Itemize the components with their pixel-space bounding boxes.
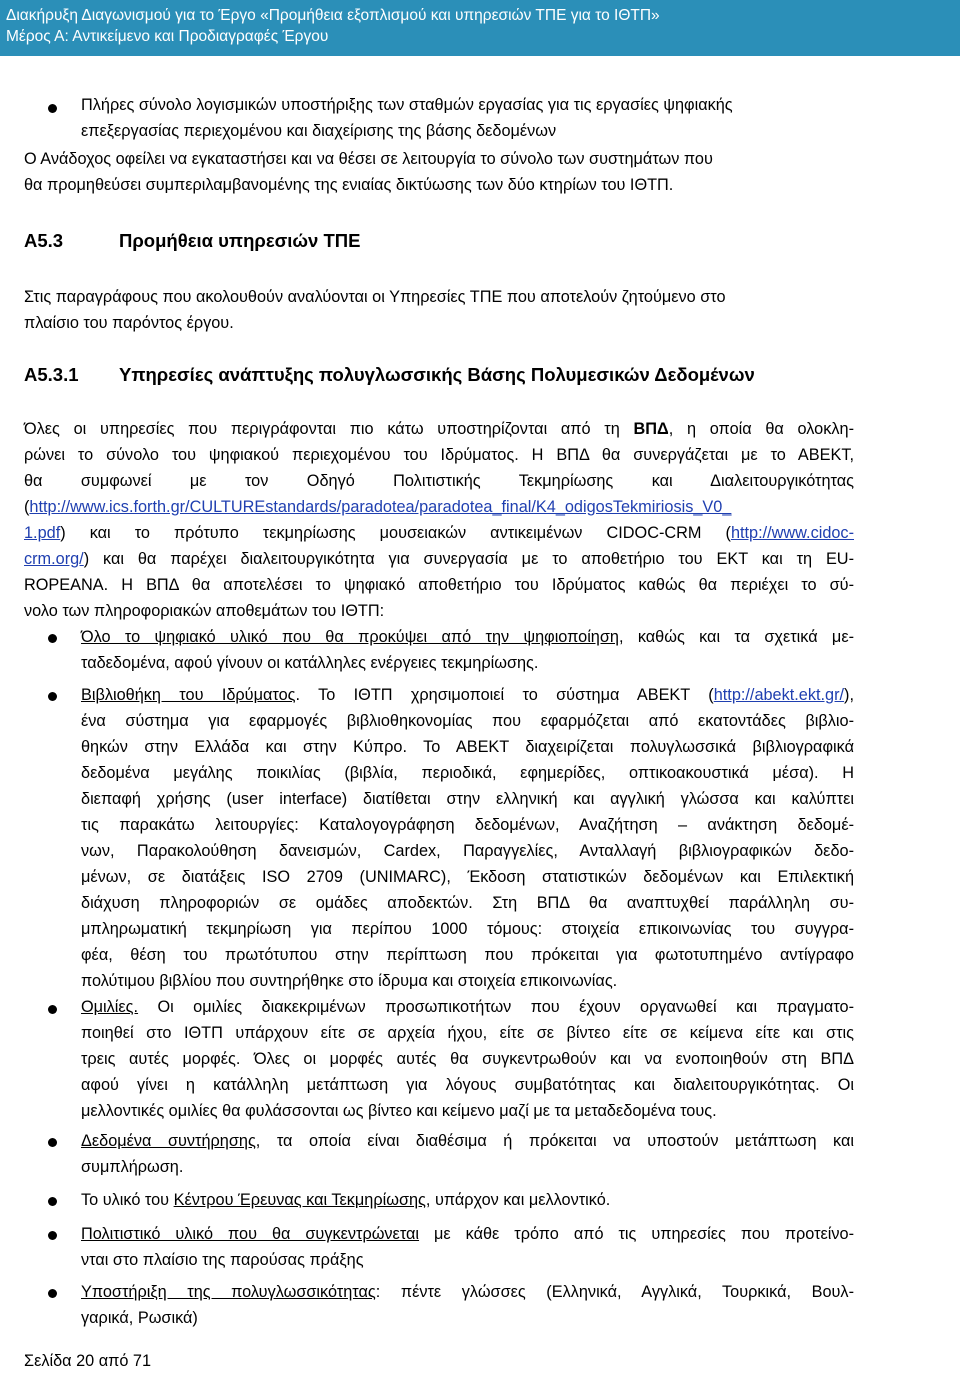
list-item: Βιβλιοθήκη του Ιδρύματος. Το ΙΘΤΠ χρησιμοποιεί το σύστημα ΑΒΕΚΤ (http://abekt.ekt.gr/), ένα σύστημα για εφαρμογές βιβλιοθηκονομίας που εφαρμόζεται από εκατοντάδες βιβλιο- θηκών στην Ελλάδα και στην Κύπρο. Το ΑΒΕΚΤ διαχειρίζεται πολυγλωσσικά βιβλιογραφικά δεδομένα μεγάλης ποικιλίας (βιβλία, περιοδικά, εφημερίδες, οπτικοακουστικά μέσα). Η διεπαφή χρήσης (user interface) διατίθεται στην ελληνική και αγγλική γλώσσα και καλύπτει τις παρακάτω λειτουργίες: Καταλογογράφηση δεδομένων, Αναζήτηση – ανάκτηση δεδομέ- νων, Παρακολούθηση δανεισμών, Cardex, Παραγγελίες, Ανταλλαγή βιβλιογραφικών δεδο- μένων, σε διατάξεις ISO 2709 (UNIMARC), Έκδοση στατιστικών δεδομένων και Επιλεκτική διάχυση πληροφοριών σε ομάδες αποδεκτών. Στη ΒΠΔ θα αναπτυχθεί παράλληλη συ- μπληρωματική τεκμηρίωση για περίπου 1000 τόμους: στοιχεία επικοινωνίας του συγγρα- φέα, θέση του πρωτότυπου στην περίπτωση που πρόκειται για φωτοτυπημένο αντίγραφο πολύτιμου βιβλίου που συντηρήθηκε στο ίδρυμα και στοιχεία επικοινωνίας. [81, 686, 854, 990]
bullet-icon [48, 1138, 57, 1147]
section-title: Προμήθεια υπηρεσιών ΤΠΕ [119, 230, 361, 251]
list-item: Πλήρες σύνολο λογισμικών υποστήριξης των σταθμών εργασίας για τις εργασίες ψηφιακής επεξεργασίας περιεχομένου και διαχείρισης της βάσης δεδομένων [81, 96, 733, 140]
paragraph: Στις παραγράφους που ακολουθούν αναλύονται οι Υπηρεσίες ΤΠΕ που αποτελούν ζητούμενο στο πλαίσιο του παρόντος έργου. [24, 288, 726, 332]
list-item: Πολιτιστικό υλικό που θα συγκεντρώνεται με κάθε τρόπο από τις υπηρεσίες που προτείνο- νται στο πλαίσιο της παρούσας πράξης [81, 1225, 854, 1269]
link[interactable]: http://abekt.ekt.gr/ [713, 686, 845, 704]
section-number: Α5.3.1 [24, 364, 79, 385]
bullet-icon [48, 634, 57, 643]
bullet-icon [48, 692, 57, 701]
paragraph: Ο Ανάδοχος οφείλει να εγκαταστήσει και να θέσει σε λειτουργία το σύνολο των συστημάτων που θα προμηθεύσει συμπεριλαμβανομένης της ενιαίας δικτύωσης των δύο κτηρίων του ΙΘΤΠ. [24, 150, 713, 194]
paragraph: Όλες οι υπηρεσίες που περιγράφονται πιο κάτω υποστηρίζονται από τη ΒΠΔ, η οποία θα ολοκλη- ρώνει το σύνολο του ψηφιακού περιεχομένου του Ιδρύματος. Η ΒΠΔ θα συνεργάζεται με το ΑΒΕΚΤ, θα συμφωνεί με τον Οδηγό Πολιτιστικής Τεκμηρίωσης και Διαλειτουργικότητας (http://www.ics.forth.gr/CULTUREstandards/paradotea/paradotea_final/K4_odigosTekmiriosis_V0_ 1.pdf) και το πρότυπο τεκμηρίωσης μουσειακών αντικειμένων CIDOC-CRM (http://www.cidoc- crm.org/) και θα παρέχει διαλειτουργικότητα για συνεργασία με το αποθετήριο του ΕΚΤ και τη EU- ROPEANA. Η ΒΠΔ θα αποτελέσει το ψηφιακό αποθετήριο του Ιδρύματος καθώς θα περιέχει το σύ- νολο των πληροφοριακών αποθεμάτων του ΙΘΤΠ: [24, 420, 854, 620]
document-header [0, 0, 960, 56]
list-item: Δεδομένα συντήρησης, τα οποία είναι διαθέσιμα ή πρόκειται να υποστούν μετάπτωση και συμπλήρωση. [81, 1132, 854, 1176]
section-number: Α5.3 [24, 230, 64, 251]
subsection-heading [24, 364, 755, 386]
page-number: Σελίδα 20 από 71 [24, 1352, 152, 1370]
list-item: Υποστήριξη της πολυγλωσσικότητας: πέντε γλώσσες (Ελληνικά, Αγγλικά, Τουρκικά, Βουλ- γαρικά, Ρωσικά) [81, 1283, 854, 1327]
section-heading [24, 230, 360, 252]
bullet-icon [48, 104, 57, 113]
document-title: Διακήρυξη Διαγωνισμού για το Έργο «Προμήθεια εξοπλισμού και υπηρεσιών ΤΠΕ για το ΙΘΤΠ» [6, 7, 660, 24]
list-item: Το υλικό του Κέντρου Έρευνας και Τεκμηρίωσης, υπάρχον και μελλοντικό. [81, 1191, 611, 1209]
link[interactable]: crm.org/ [24, 550, 84, 568]
bullet-icon [48, 1231, 57, 1240]
list-item: Ομιλίες. Οι ομιλίες διακεκριμένων προσωπικοτήτων που έχουν οργανωθεί και πραγματο- ποιηθεί στο ΙΘΤΠ υπάρχουν είτε σε αρχεία ήχου, είτε σε βίντεο είτε σε κείμενα είτε και στις τρεις αυτές μορφές. Όλες οι μορφές αυτές θα συγκεντρωθούν και να ενοποιηθούν στη ΒΠΔ αφού γίνει η κατάλληλη μετάπτωση για λόγους συμβατότητας και διαλειτουργικότητας. Οι μελλοντικές ομιλίες θα φυλάσσονται ως βίντεο και κείμενο μαζί με τα μεταδεδομένα τους. [81, 998, 854, 1120]
bullet-icon [48, 1005, 57, 1014]
link[interactable]: 1.pdf [24, 524, 61, 542]
document-subtitle: Μέρος Α: Αντικείμενο και Προδιαγραφές Έργου [6, 28, 329, 45]
link[interactable]: http://www.ics.forth.gr/CULTUREstandards/paradotea/paradotea_final/K4_odigosTekmiriosis_V0_ [29, 498, 732, 516]
list-item: Όλο το ψηφιακό υλικό που θα προκύψει από την ψηφιοποίηση, καθώς και τα σχετικά με- ταδεδομένα, αφού γίνουν οι κατάλληλες ενέργειες τεκμηρίωσης. [81, 628, 854, 672]
section-title: Υπηρεσίες ανάπτυξης πολυγλωσσικής Βάσης Πολυμεσικών Δεδομένων [119, 364, 755, 385]
bullet-icon [48, 1289, 57, 1298]
bullet-icon [48, 1197, 57, 1206]
link[interactable]: http://www.cidoc- [730, 524, 854, 542]
